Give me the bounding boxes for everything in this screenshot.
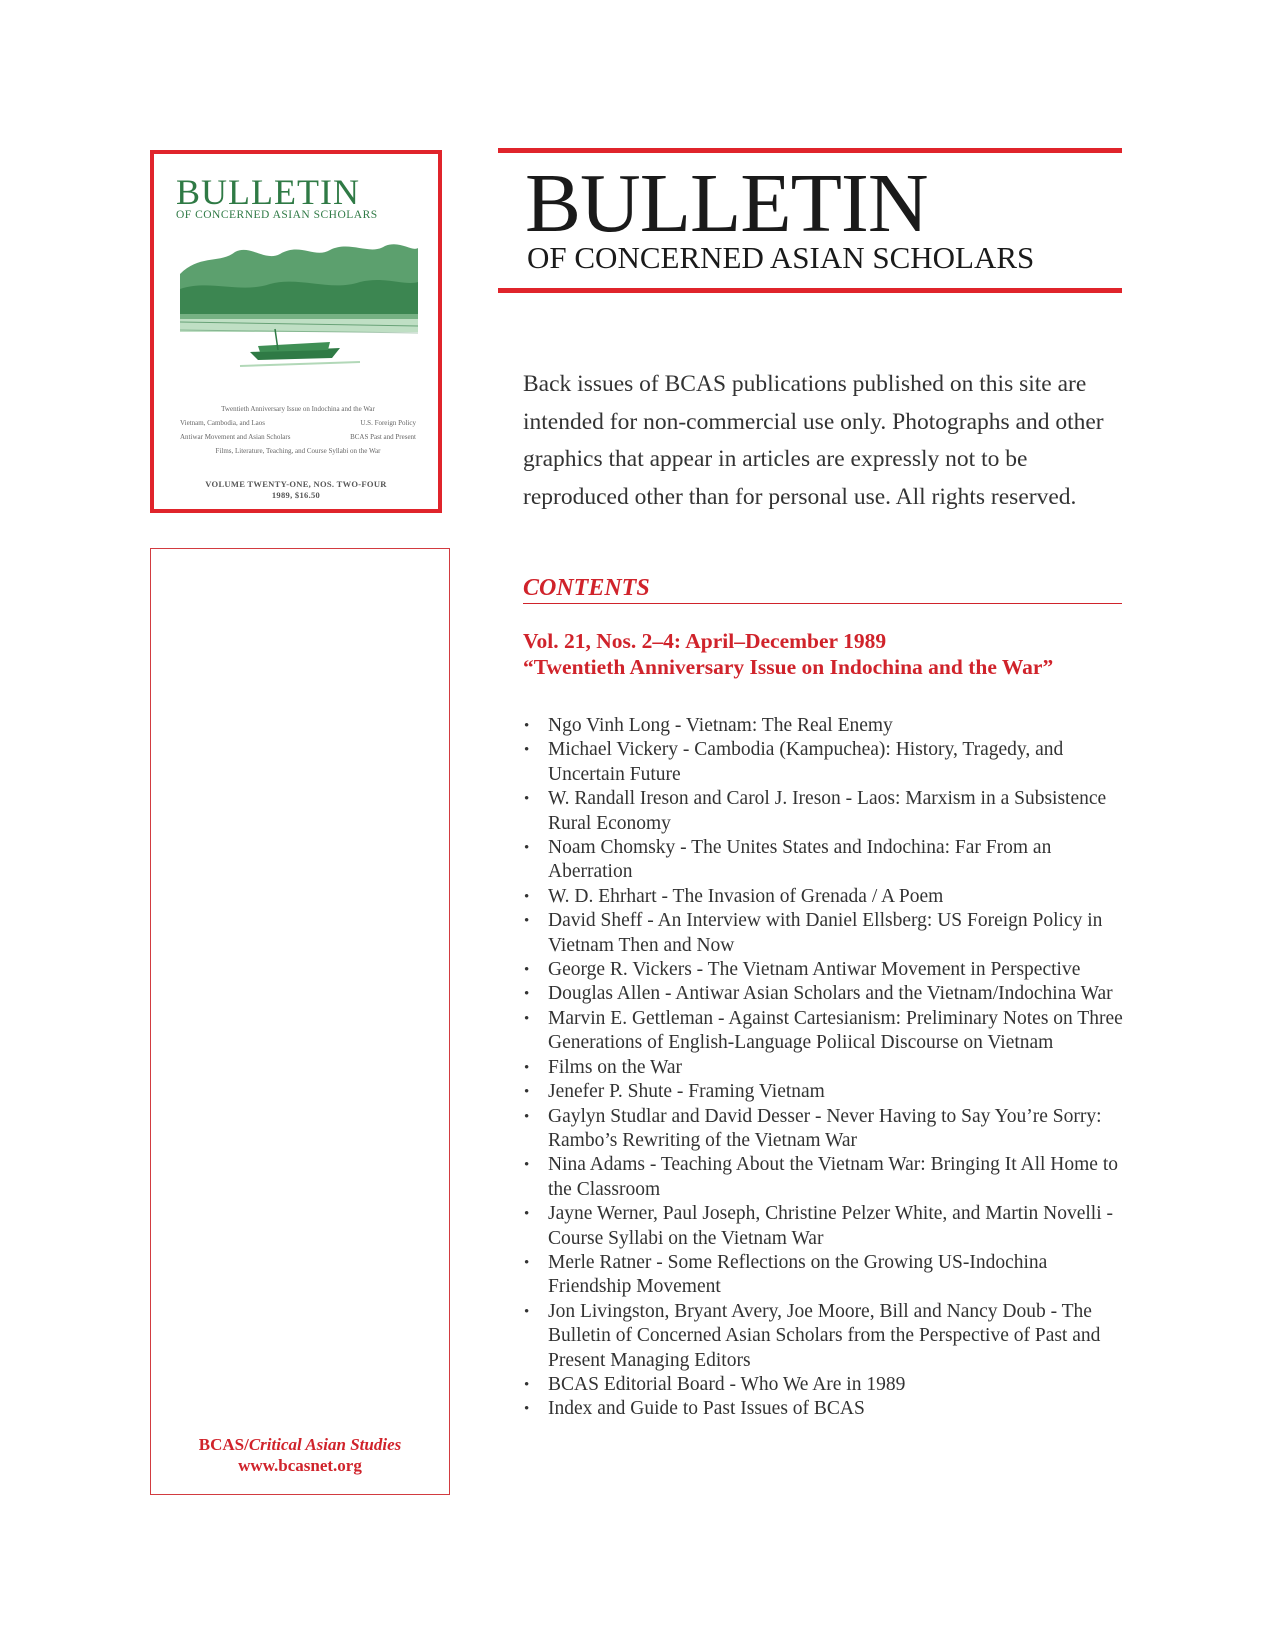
issue-title: “Twentieth Anniversary Issue on Indochina and the War” [523,655,1054,679]
masthead-rule-top [498,148,1122,153]
cover-volume: VOLUME TWENTY-ONE, NOS. TWO-FOUR 1989, $16.50 [205,479,387,500]
cover-title: BULLETIN [176,172,360,212]
cover-illustration [180,234,418,374]
list-item[interactable]: • W. Randall Ireson and Carol J. Ireson - Laos: Marxism in a Subsistence Rural Economy [523,787,1128,836]
list-item[interactable]: • Jon Livingston, Bryant Avery, Joe Moore, Bill and Nancy Doub - The Bulletin of Concerned Asian Scholars from the Perspective of Past and Present Managing Editors [523,1300,1128,1373]
cover-line: Vietnam, Cambodia, and Laos U.S. Foreign Policy [180,419,416,427]
list-item[interactable]: • Marvin E. Gettleman - Against Cartesianism: Preliminary Notes on Three Generations of English-Language Poliical Discourse on Vietnam [523,1007,1128,1056]
list-item[interactable]: • Douglas Allen - Antiwar Asian Scholars and the Vietnam/Indochina War [523,982,1128,1006]
publisher-link[interactable]: www.bcasnet.org [238,1456,362,1475]
masthead-title: BULLETIN [525,157,928,250]
list-item[interactable]: • Gaylyn Studlar and David Desser - Never Having to Say You’re Sorry: Rambo’s Rewriting of the Vietnam War [523,1105,1128,1154]
list-item[interactable]: • W. D. Ehrhart - The Invasion of Grenada / A Poem [523,885,1128,909]
sidebar-box [150,548,450,1495]
cover-image [150,150,442,513]
cover-contents-lines [174,399,422,461]
masthead-subtitle: OF CONCERNED ASIAN SCHOLARS [527,240,1035,275]
list-item[interactable]: • Nina Adams - Teaching About the Vietnam War: Bringing It All Home to the Classroom [523,1153,1128,1202]
list-item[interactable]: • Michael Vickery - Cambodia (Kampuchea): History, Tragedy, and Uncertain Future [523,738,1128,787]
cover-subtitle: OF CONCERNED ASIAN SCHOLARS [176,209,378,221]
contents-heading: CONTENTS [523,573,1122,604]
cover-line: Antiwar Movement and Asian Scholars BCAS Past and Present [180,433,416,441]
cover-line: Twentieth Anniversary Issue on Indochina and the War [221,405,375,413]
list-item[interactable]: • Noam Chomsky - The Unites States and Indochina: Far From an Aberration [523,836,1128,885]
list-item[interactable]: • Films on the War [523,1056,1128,1080]
list-item[interactable]: • Ngo Vinh Long - Vietnam: The Real Enemy [523,714,1128,738]
article-list [523,714,1128,1422]
list-item[interactable]: • George R. Vickers - The Vietnam Antiwar Movement in Perspective [523,958,1128,982]
cover-line: Films, Literature, Teaching, and Course Syllabi on the War [215,447,381,455]
list-item[interactable]: • David Sheff - An Interview with Daniel Ellsberg: US Foreign Policy in Vietnam Then and Now [523,909,1128,958]
list-item[interactable]: • Jayne Werner, Paul Joseph, Christine Pelzer White, and Martin Novelli - Course Syllabi on the Vietnam War [523,1202,1128,1251]
issue-line: Vol. 21, Nos. 2–4: April–December 1989 [523,629,887,653]
issue-info [523,628,1133,680]
masthead-rule-bottom [498,288,1122,293]
list-item[interactable]: • Merle Ratner - Some Reflections on the Growing US-Indochina Friendship Movement [523,1251,1128,1300]
list-item[interactable]: • BCAS Editorial Board - Who We Are in 1989 [523,1373,1128,1397]
list-item[interactable]: • Index and Guide to Past Issues of BCAS [523,1397,1128,1421]
sidebar-footer [151,1434,449,1476]
usage-notice: Back issues of BCAS publications published on this site are intended for non-commercial use only. Photographs and other graphics that appear in articles are expressly not to be reproduced other than for personal use. All rights reserved. [523,371,1104,510]
list-item[interactable]: • Jenefer P. Shute - Framing Vietnam [523,1080,1128,1104]
publisher-name: BCAS/Critical Asian Studies [198,1435,402,1454]
